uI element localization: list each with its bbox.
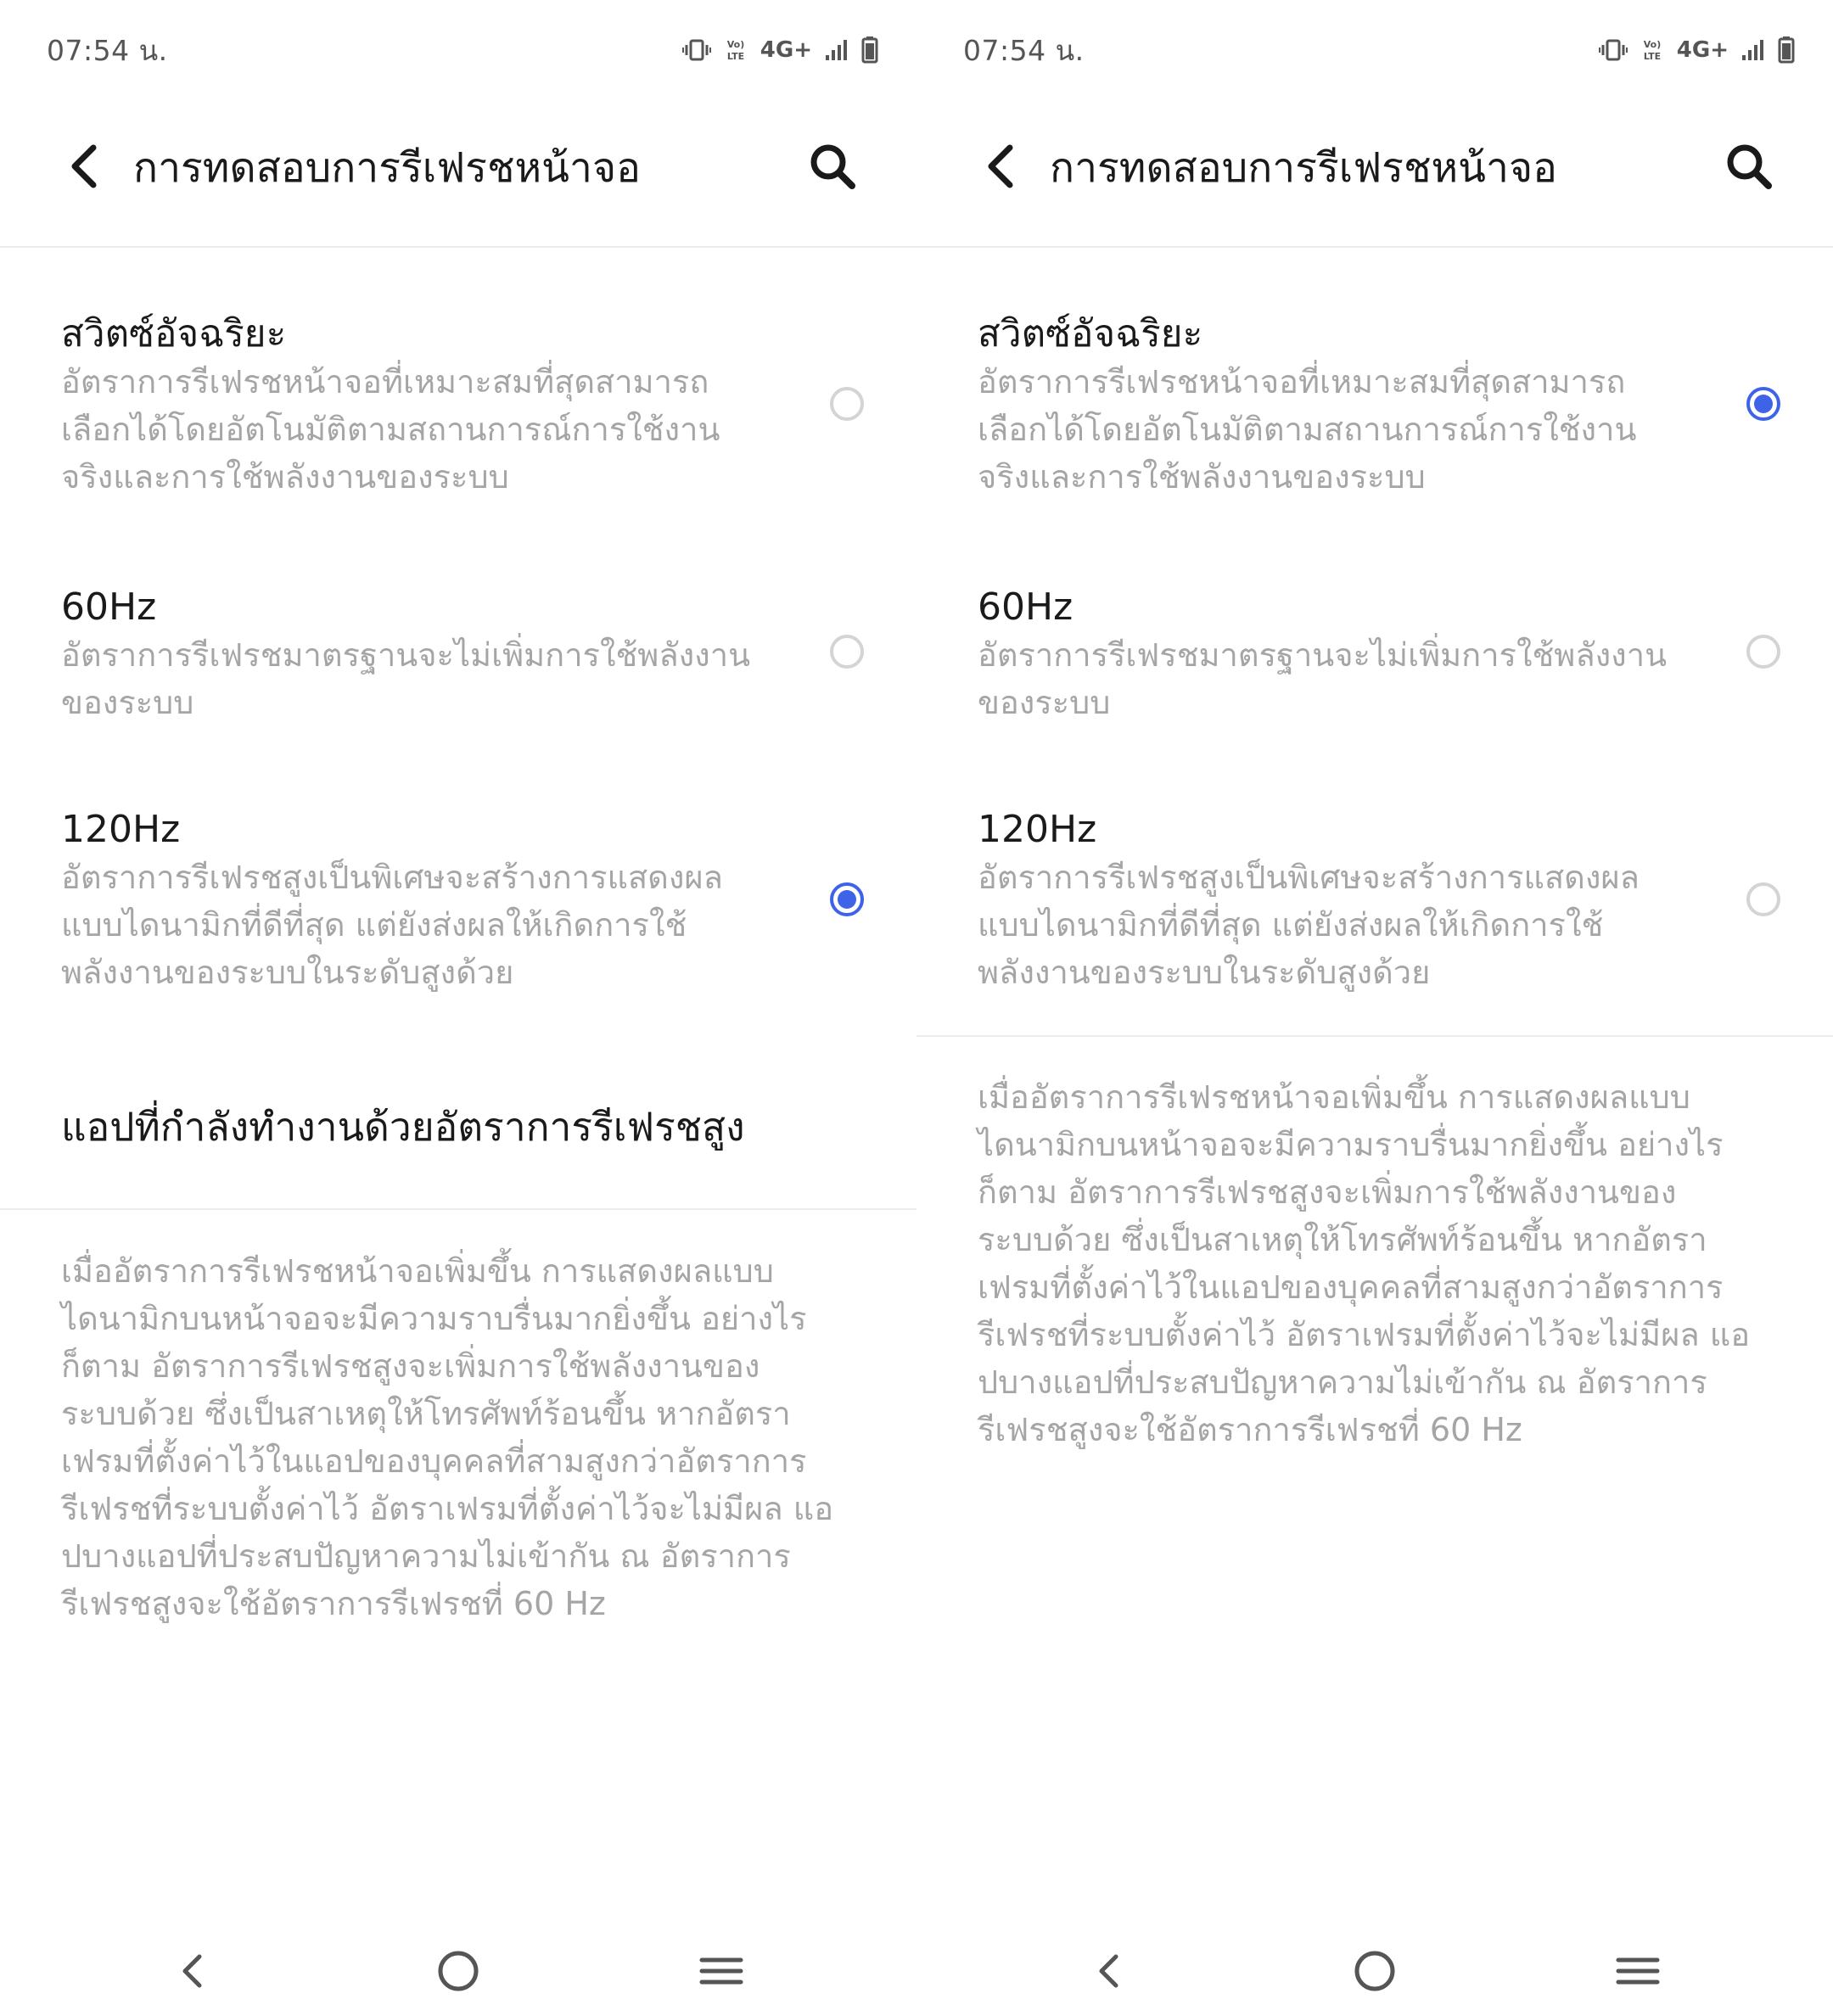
home-icon[interactable] xyxy=(1345,1941,1404,2001)
option-description xyxy=(978,631,1707,726)
header-divider xyxy=(916,246,1833,248)
info-note xyxy=(978,1073,1784,1453)
high-refresh-apps-link[interactable]: แอปที่กำลังทำงานด้วยอัตราการรีเฟรชสูง xyxy=(61,1104,745,1150)
radio-smart-switch[interactable] xyxy=(830,387,864,421)
info-note xyxy=(61,1247,867,1627)
note-line: รีเฟรชที่ระบบตั้งค่าไว้ อัตราเฟรมที่ตั้งค่าไว้จะไม่มีผล แอ xyxy=(61,1490,834,1527)
desc-line: อัตราการรีเฟรชมาตรฐานจะไม่เพิ่มการใช้พลังงาน xyxy=(978,636,1668,674)
option-title: สวิตซ์อัจฉริยะ xyxy=(61,312,287,356)
note-line: รีเฟรชสูงจะใช้อัตราการรีเฟรชที่ 60 Hz xyxy=(61,1585,606,1622)
desc-line: แบบไดนามิกที่ดีที่สุด แต่ยังส่งผลให้เกิดการใช้ xyxy=(61,906,687,944)
radio-60hz[interactable] xyxy=(1746,635,1780,669)
signal-icon xyxy=(1741,38,1766,62)
note-line: เฟรมที่ตั้งค่าไว้ในแอปของบุคคลที่สามสูงกว่าอัตราการ xyxy=(978,1268,1724,1306)
option-title: 120Hz xyxy=(61,808,181,851)
screen-right xyxy=(916,0,1833,2016)
network-4g-plus-icon: 4G+ xyxy=(760,37,812,63)
desc-line: พลังงานของระบบในระดับสูงด้วย xyxy=(61,954,514,991)
note-line: ก็ตาม อัตราการรีเฟรชสูงจะเพิ่มการใช้พลังงานของ xyxy=(978,1173,1677,1211)
battery-icon xyxy=(1778,36,1795,64)
menu-icon[interactable] xyxy=(1608,1941,1668,2001)
desc-line: อัตราการรีเฟรชหน้าจอที่เหมาะสมที่สุดสามารถ xyxy=(61,363,709,400)
svg-text:LTE: LTE xyxy=(726,51,744,62)
option-title: สวิตซ์อัจฉริยะ xyxy=(978,312,1203,356)
desc-line: เลือกได้โดยอัตโนมัติตามสถานการณ์การใช้งาน xyxy=(978,411,1637,448)
radio-60hz[interactable] xyxy=(830,635,864,669)
option-title: 60Hz xyxy=(978,585,1073,629)
desc-line: แบบไดนามิกที่ดีที่สุด แต่ยังส่งผลให้เกิดการใช้ xyxy=(978,906,1604,944)
search-icon[interactable] xyxy=(808,141,857,192)
option-smart-switch[interactable] xyxy=(978,311,1809,501)
option-120hz[interactable] xyxy=(61,806,893,996)
page-title: การทดสอบการรีเฟรชหน้าจอ xyxy=(133,144,641,192)
signal-icon xyxy=(824,38,849,62)
screen-left xyxy=(0,0,916,2016)
svg-text:Vo): Vo) xyxy=(726,39,745,50)
svg-text:Vo): Vo) xyxy=(1643,39,1662,50)
chevron-left-icon[interactable] xyxy=(978,141,1023,192)
status-time: 07:54 น. xyxy=(47,33,168,67)
option-description xyxy=(978,854,1707,996)
note-line: ปบางแอปที่ประสบปัญหาความไม่เข้ากัน ณ อัตราการ xyxy=(978,1364,1707,1401)
desc-line: ของระบบ xyxy=(61,684,194,721)
volte-icon xyxy=(723,37,748,63)
navigation-bar xyxy=(916,1924,1833,2009)
vibrate-icon xyxy=(682,38,711,62)
search-icon[interactable] xyxy=(1724,141,1774,192)
page-title: การทดสอบการรีเฟรชหน้าจอ xyxy=(1050,144,1557,192)
note-line: ปบางแอปที่ประสบปัญหาความไม่เข้ากัน ณ อัตราการ xyxy=(61,1537,791,1575)
status-bar xyxy=(47,25,878,75)
option-60hz[interactable] xyxy=(61,584,893,726)
note-line: ไดนามิกบนหน้าจอจะมีความราบรื่นมากยิ่งขึ้น อย่างไร xyxy=(978,1126,1724,1163)
vibrate-icon xyxy=(1599,38,1628,62)
option-title: 120Hz xyxy=(978,808,1097,851)
status-icons xyxy=(682,36,878,64)
note-line: เมื่ออัตราการรีเฟรชหน้าจอเพิ่มขึ้น การแสดงผลแบบ xyxy=(61,1252,774,1290)
volte-icon xyxy=(1640,37,1665,63)
app-bar xyxy=(916,127,1833,204)
svg-text:LTE: LTE xyxy=(1643,51,1661,62)
desc-line: อัตราการรีเฟรชสูงเป็นพิเศษจะสร้างการแสดงผล xyxy=(61,859,723,896)
note-line: รีเฟรชสูงจะใช้อัตราการรีเฟรชที่ 60 Hz xyxy=(978,1411,1522,1448)
note-line: ไดนามิกบนหน้าจอจะมีความราบรื่นมากยิ่งขึ้น อย่างไร xyxy=(61,1300,807,1337)
header-divider xyxy=(0,246,916,248)
note-line: รีเฟรชที่ระบบตั้งค่าไว้ อัตราเฟรมที่ตั้งค่าไว้จะไม่มีผล แอ xyxy=(978,1316,1751,1353)
radio-120hz[interactable] xyxy=(1746,882,1780,916)
desc-line: จริงและการใช้พลังงานของระบบ xyxy=(978,458,1426,496)
note-line: ระบบด้วย ซึ่งเป็นสาเหตุให้โทรศัพท์ร้อนขึ้น หากอัตรา xyxy=(61,1395,791,1432)
option-60hz[interactable] xyxy=(978,584,1809,726)
option-description xyxy=(61,631,791,726)
option-smart-switch[interactable] xyxy=(61,311,893,501)
radio-smart-switch[interactable] xyxy=(1746,387,1780,421)
note-line: ระบบด้วย ซึ่งเป็นสาเหตุให้โทรศัพท์ร้อนขึ้น หากอัตรา xyxy=(978,1221,1707,1258)
note-line: เฟรมที่ตั้งค่าไว้ในแอปของบุคคลที่สามสูงกว่าอัตราการ xyxy=(61,1442,807,1480)
desc-line: จริงและการใช้พลังงานของระบบ xyxy=(61,458,509,496)
battery-icon xyxy=(861,36,878,64)
network-4g-plus-icon: 4G+ xyxy=(1676,37,1729,63)
chevron-left-icon[interactable] xyxy=(61,141,107,192)
radio-120hz[interactable] xyxy=(830,882,864,916)
desc-line: เลือกได้โดยอัตโนมัติตามสถานการณ์การใช้งาน xyxy=(61,411,720,448)
option-title: 60Hz xyxy=(61,585,157,629)
app-bar xyxy=(0,127,916,204)
desc-line: อัตราการรีเฟรชสูงเป็นพิเศษจะสร้างการแสดงผล xyxy=(978,859,1640,896)
status-icons xyxy=(1599,36,1795,64)
section-divider xyxy=(916,1035,1833,1037)
option-description xyxy=(61,854,791,996)
desc-line: อัตราการรีเฟรชมาตรฐานจะไม่เพิ่มการใช้พลังงาน xyxy=(61,636,751,674)
option-description xyxy=(61,358,791,501)
note-line: ก็ตาม อัตราการรีเฟรชสูงจะเพิ่มการใช้พลังงานของ xyxy=(61,1347,760,1385)
desc-line: พลังงานของระบบในระดับสูงด้วย xyxy=(978,954,1431,991)
section-divider xyxy=(0,1208,916,1210)
back-icon[interactable] xyxy=(1080,1941,1140,2001)
status-time: 07:54 น. xyxy=(963,33,1085,67)
back-icon[interactable] xyxy=(164,1941,223,2001)
desc-line: อัตราการรีเฟรชหน้าจอที่เหมาะสมที่สุดสามารถ xyxy=(978,363,1626,400)
home-icon[interactable] xyxy=(429,1941,488,2001)
option-120hz[interactable] xyxy=(978,806,1809,996)
option-description xyxy=(978,358,1707,501)
desc-line: ของระบบ xyxy=(978,684,1111,721)
menu-icon[interactable] xyxy=(692,1941,751,2001)
navigation-bar xyxy=(0,1924,916,2009)
note-line: เมื่ออัตราการรีเฟรชหน้าจอเพิ่มขึ้น การแสดงผลแบบ xyxy=(978,1078,1690,1116)
status-bar xyxy=(963,25,1795,75)
